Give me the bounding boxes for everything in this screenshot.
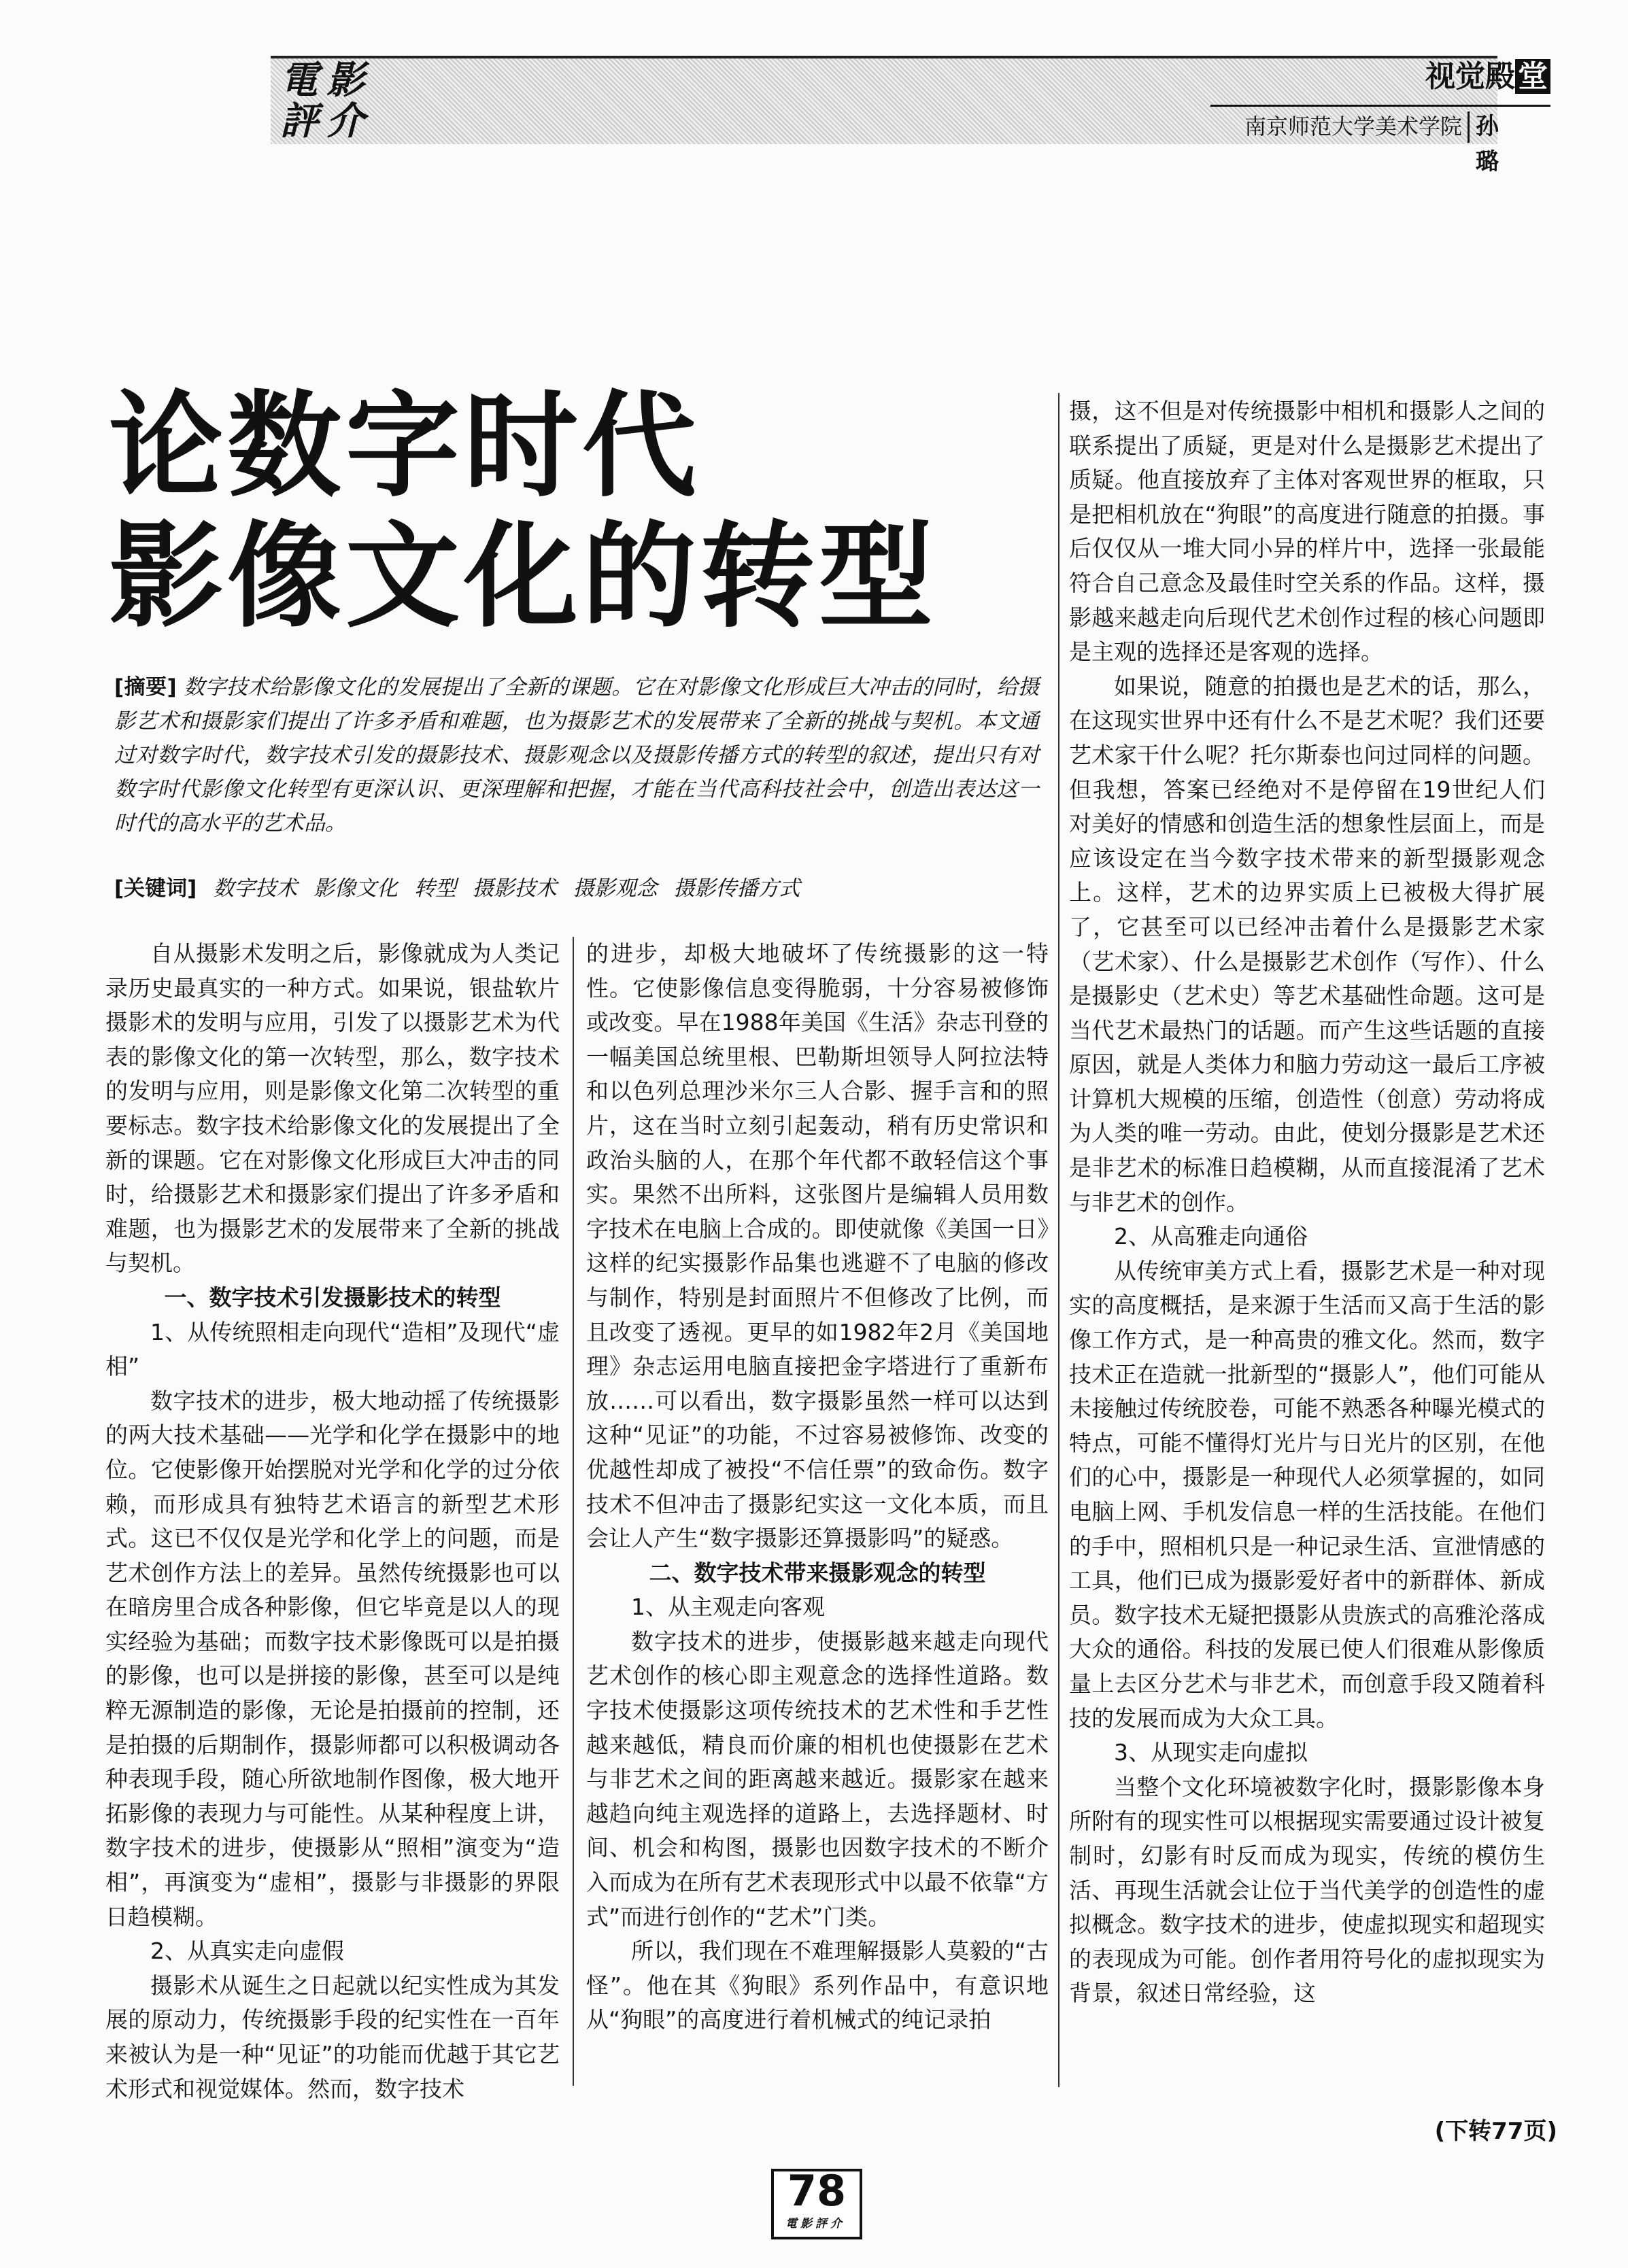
body-column-1 (105, 937, 560, 2106)
column-divider (1058, 393, 1059, 2087)
keywords (114, 872, 1039, 906)
magazine-logo-line1: 電影 (280, 58, 373, 103)
subsection-heading: 3、从现实走向虚拟 (1114, 1739, 1308, 1766)
subsection-heading: 2、从高雅走向通俗 (1114, 1223, 1308, 1250)
subsection-heading: 1、从主观走向客观 (631, 1594, 825, 1621)
author-affiliation: 南京师范大学美术学院 (1244, 114, 1462, 139)
continued-note: (下转77页) (1434, 2118, 1557, 2145)
keywords-label: [关键词] (114, 876, 197, 901)
body-paragraph: 数字技术的进步，使摄影越来越走向现代艺术创作的核心即主观意念的选择性道路。数字技术使摄影这项传统技术的艺术性和手艺性越来越低，精良而价廉的相机也使摄影在艺术与非艺术之间的距离越来越近。摄影家在越来越趋向纯主观选择的道路上，去选择题材、时间、机会和构图，摄影也因数字技术的不断介入而成为在所有艺术表现形式中以最不依靠“方式”而进行创作的“艺术”门类。 (586, 1628, 1049, 1930)
section-heading: 一、数字技术引发摄影技术的转型 (164, 1284, 501, 1311)
article-title (109, 381, 1047, 642)
subsection-heading: 1、从传统照相走向现代“造相”及现代“虚相” (105, 1318, 560, 1380)
column-divider (573, 937, 574, 2086)
body-paragraph: 摄，这不但是对传统摄影中相机和摄影人之间的联系提出了质疑，更是对什么是摄影艺术提出了质疑。他直接放弃了主体对客观世界的框取，只是把相机放在“狗眼”的高度进行随意的拍摄。事后仅仅从一堆大同小异的样片中，选择一张最能符合自己意念及最佳时空关系的作品。这样，摄影越来越走向后现代艺术创作过程的核心问题即是主观的选择还是客观的选择。 (1069, 398, 1545, 666)
abstract-text: 数字技术给影像文化的发展提出了全新的课题。它在对影像文化形成巨大冲击的同时，给摄影艺术和摄影家们提出了许多矛盾和难题，也为摄影艺术的发展带来了全新的挑战与契机。本文通过对数字时代，数字技术引发的摄影技术、摄影观念以及摄影传播方式的转型的叙述，提出只有对数字时代影像文化转型有更深认识、更深理解和把握，才能在当代高科技社会中，创造出表达这一时代的高水平的艺术品。 (114, 675, 1039, 836)
page-footer-mark: 電影評介 (785, 2217, 845, 2231)
body-paragraph: 摄影术从诞生之日起就以纪实性成为其发展的原动力，传统摄影手段的纪实性在一百年来被认为是一种“见证”的功能而优越于其它艺术形式和视觉媒体。然而，数字技术 (105, 1972, 560, 2102)
page-number: 78 (787, 2166, 847, 2216)
body-paragraph: 当整个文化环境被数字化时，摄影影像本身所附有的现实性可以根据现实需要通过设计被复制时，幻影有时反而成为现实，传统的模仿生活、再现生活就会让位于当代美学的创造性的虚拟概念。数字技术的进步，使虚拟现实和超现实的表现成为可能。创作者用符号化的虚拟现实为背景，叙述日常经验，这 (1069, 1773, 1545, 2007)
abstract (114, 670, 1039, 840)
keywords-text: 数字技术 影像文化 转型 摄影技术 摄影观念 摄影传播方式 (213, 876, 800, 901)
magazine-logo-line2: 評介 (280, 99, 373, 143)
column-title-boxed-char: 堂 (1515, 59, 1550, 94)
body-paragraph: 数字技术的进步，极大地动摇了传统摄影的两大技术基础——光学和化学在摄影中的地位。它使影像开始摆脱对光学和化学的过分依赖，而形成具有独特艺术语言的新型艺术形式。这已不仅仅是光学和化学上的问题，而是艺术创作方法上的差异。虽然传统摄影也可以在暗房里合成各种影像，但它毕竟是以人的现实经验为基础；而数字技术影像既可以是拍摄的影像，也可以是拼接的影像，甚至可以是纯粹无源制造的影像，无论是拍摄前的控制，还是拍摄的后期制作，摄影师都可以积极调动各种表现手段，随心所欲地制作图像，极大地开拓影像的表现力与可能性。从某种程度上讲，数字技术的进步，使摄影从“照相”演变为“造相”，再演变为“虚相”，摄影与非摄影的界限日趋模糊。 (105, 1387, 560, 1930)
body-paragraph: 的进步，却极大地破坏了传统摄影的这一特性。它使影像信息变得脆弱，十分容易被修饰或改变。早在1988年美国《生活》杂志刊登的一幅美国总统里根、巴勒斯坦领导人阿拉法特和以色列总理沙米尔三人合影、握手言和的照片，这在当时立刻引起轰动，稍有历史常识和政治头脑的人，在那个年代都不敢轻信这个事实。果然不出所料，这张图片是编辑人员用数字技术在电脑上合成的。即使就像《美国一日》这样的纪实摄影作品集也逃避不了电脑的修改与制作，特别是封面照片不但修改了比例，而且改变了透视。更早的如1982年2月《美国地理》杂志运用电脑直接把金字塔进行了重新布放……可以看出，数字摄影虽然一样可以达到这种“见证”的功能，不过容易被修饰、改变的优越性却成了被投“不信任票”的致命伤。数字技术不但冲击了摄影纪实这一文化本质，而且会让人产生“数字摄影还算摄影吗”的疑惑。 (586, 940, 1049, 1552)
article-title-line1: 论数字时代 (109, 379, 700, 513)
body-paragraph: 自从摄影术发明之后，影像就成为人类记录历史最真实的一种方式。如果说，银盐软片摄影术的发明与应用，引发了以摄影艺术为代表的影像文化的第一次转型，那么，数字技术的发明与应用，则是影像文化第二次转型的重要标志。数字技术给影像文化的发展提出了全新的课题。它在对影像文化形成巨大冲击的同时，给摄影艺术和摄影家们提出了许多矛盾和难题，也为摄影艺术的发展带来了全新的挑战与契机。 (105, 940, 560, 1277)
header-rule (1210, 105, 1550, 107)
section-heading: 二、数字技术带来摄影观念的转型 (649, 1559, 986, 1586)
abstract-label: [摘要] (114, 675, 177, 700)
body-paragraph: 所以，我们现在不难理解摄影人莫毅的“古怪”。他在其《狗眼》系列作品中，有意识地从“狗眼”的高度进行着机械式的纯记录拍 (586, 1938, 1049, 2033)
body-paragraph: 从传统审美方式上看，摄影艺术是一种对现实的高度概括，是来源于生活而又高于生活的影像工作方式，是一种高贵的雅文化。然而，数字技术正在造就一批新型的“摄影人”，他们可能从未接触过传统胶卷，可能不熟悉各种曝光模式的特点，可能不懂得灯光片与日光片的区别，在他们的心中，摄影是一种现代人必须掌握的，如同电脑上网、手机发信息一样的生活技能。在他们的手中，照相机只是一种记录生活、宣泄情感的工具，他们已成为摄影爱好者中的新群体、新成员。数字技术无疑把摄影从贵族式的高雅沦落成大众的通俗。科技的发展已使人们很难从影像质量上去区分艺术与非艺术，而创意手段又随着科技的发展而成为大众工具。 (1069, 1257, 1545, 1732)
body-column-3 (1069, 394, 1545, 2011)
subsection-heading: 2、从真实走向虚假 (150, 1938, 344, 1965)
article-title-line2: 影像文化的转型 (109, 510, 937, 643)
column-title-text: 视觉殿 (1425, 59, 1515, 94)
body-paragraph: 如果说，随意的拍摄也是艺术的话，那么，在这现实世界中还有什么不是艺术呢？我们还要艺术家干什么呢？托尔斯泰也问过同样的问题。但我想，答案已经绝对不是停留在19世纪人们对美好的情感和创造生活的想象性层面上，而是应该设定在当今数字技术带来的新型摄影观念上。这样，艺术的边界实质上已被极大得扩展了，它甚至可以已经冲击着什么是摄影艺术家（艺术家）、什么是摄影艺术创作（写作）、什么是摄影史（艺术史）等艺术基础性命题。这可是当代艺术最热门的话题。而产生这些话题的直接原因，就是人类体力和脑力劳动这一最后工序被计算机大规模的压缩，创造性（创意）劳动将成为人类的唯一劳动。由此，使划分摄影是艺术还是非艺术的标准日趋模糊，从而直接混淆了艺术与非艺术的创作。 (1069, 672, 1545, 1216)
author-separator (1468, 111, 1470, 143)
magazine-logo (280, 60, 457, 144)
body-column-2 (586, 937, 1049, 2038)
column-title (1292, 53, 1550, 101)
author-name: 孙 璐 (1476, 113, 1508, 175)
